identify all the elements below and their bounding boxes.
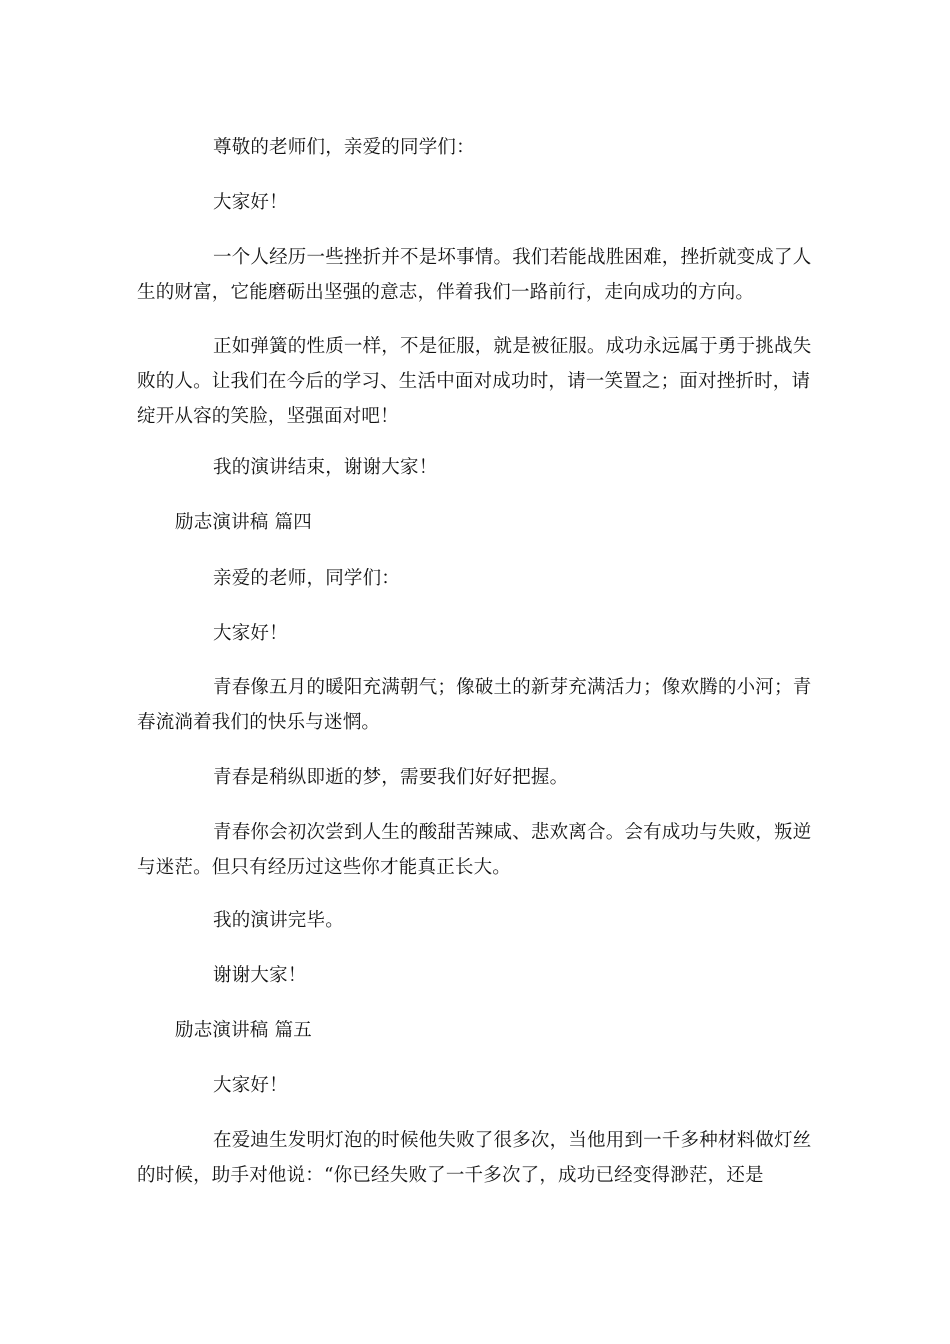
hello-paragraph: 大家好！ bbox=[213, 192, 288, 213]
greeting-paragraph: 亲爱的老师，同学们： bbox=[213, 568, 401, 589]
closing-paragraph: 我的演讲结束，谢谢大家！ bbox=[213, 457, 438, 478]
greeting-paragraph: 尊敬的老师们，亲爱的同学们： bbox=[213, 137, 475, 158]
closing-paragraph: 我的演讲完毕。 bbox=[213, 910, 344, 931]
body-paragraph: 一个人经历一些挫折并不是坏事情。我们若能战胜困难，挫折就变成了人生的财富，它能磨砺出坚强的意志，伴着我们一路前行，走向成功的方向。 bbox=[137, 247, 812, 303]
body-paragraph: 青春你会初次尝到人生的酸甜苦辣咸、悲欢离合。会有成功与失败，叛逆与迷茫。但只有经历过这些你才能真正长大。 bbox=[137, 822, 812, 878]
section-heading: 励志演讲稿 篇五 bbox=[175, 1020, 312, 1041]
hello-paragraph: 大家好！ bbox=[213, 623, 288, 644]
hello-paragraph: 大家好！ bbox=[213, 1075, 288, 1096]
body-paragraph: 青春是稍纵即逝的梦，需要我们好好把握。 bbox=[213, 767, 569, 788]
section-heading: 励志演讲稿 篇四 bbox=[175, 512, 312, 533]
body-paragraph: 正如弹簧的性质一样，不是征服，就是被征服。成功永远属于勇于挑战失败的人。让我们在今后的学习、生活中面对成功时，请一笑置之；面对挫折时，请绽开从容的笑脸，坚强面对吧！ bbox=[137, 336, 812, 427]
thanks-paragraph: 谢谢大家！ bbox=[213, 965, 307, 986]
body-paragraph: 青春像五月的暖阳充满朝气；像破土的新芽充满活力；像欢腾的小河；青春流淌着我们的快乐与迷惘。 bbox=[137, 677, 812, 733]
body-paragraph: 在爱迪生发明灯泡的时候他失败了很多次，当他用到一千多种材料做灯丝的时候，助手对他说：“你已经失败了一千多次了，成功已经变得渺茫，还是 bbox=[137, 1130, 812, 1186]
